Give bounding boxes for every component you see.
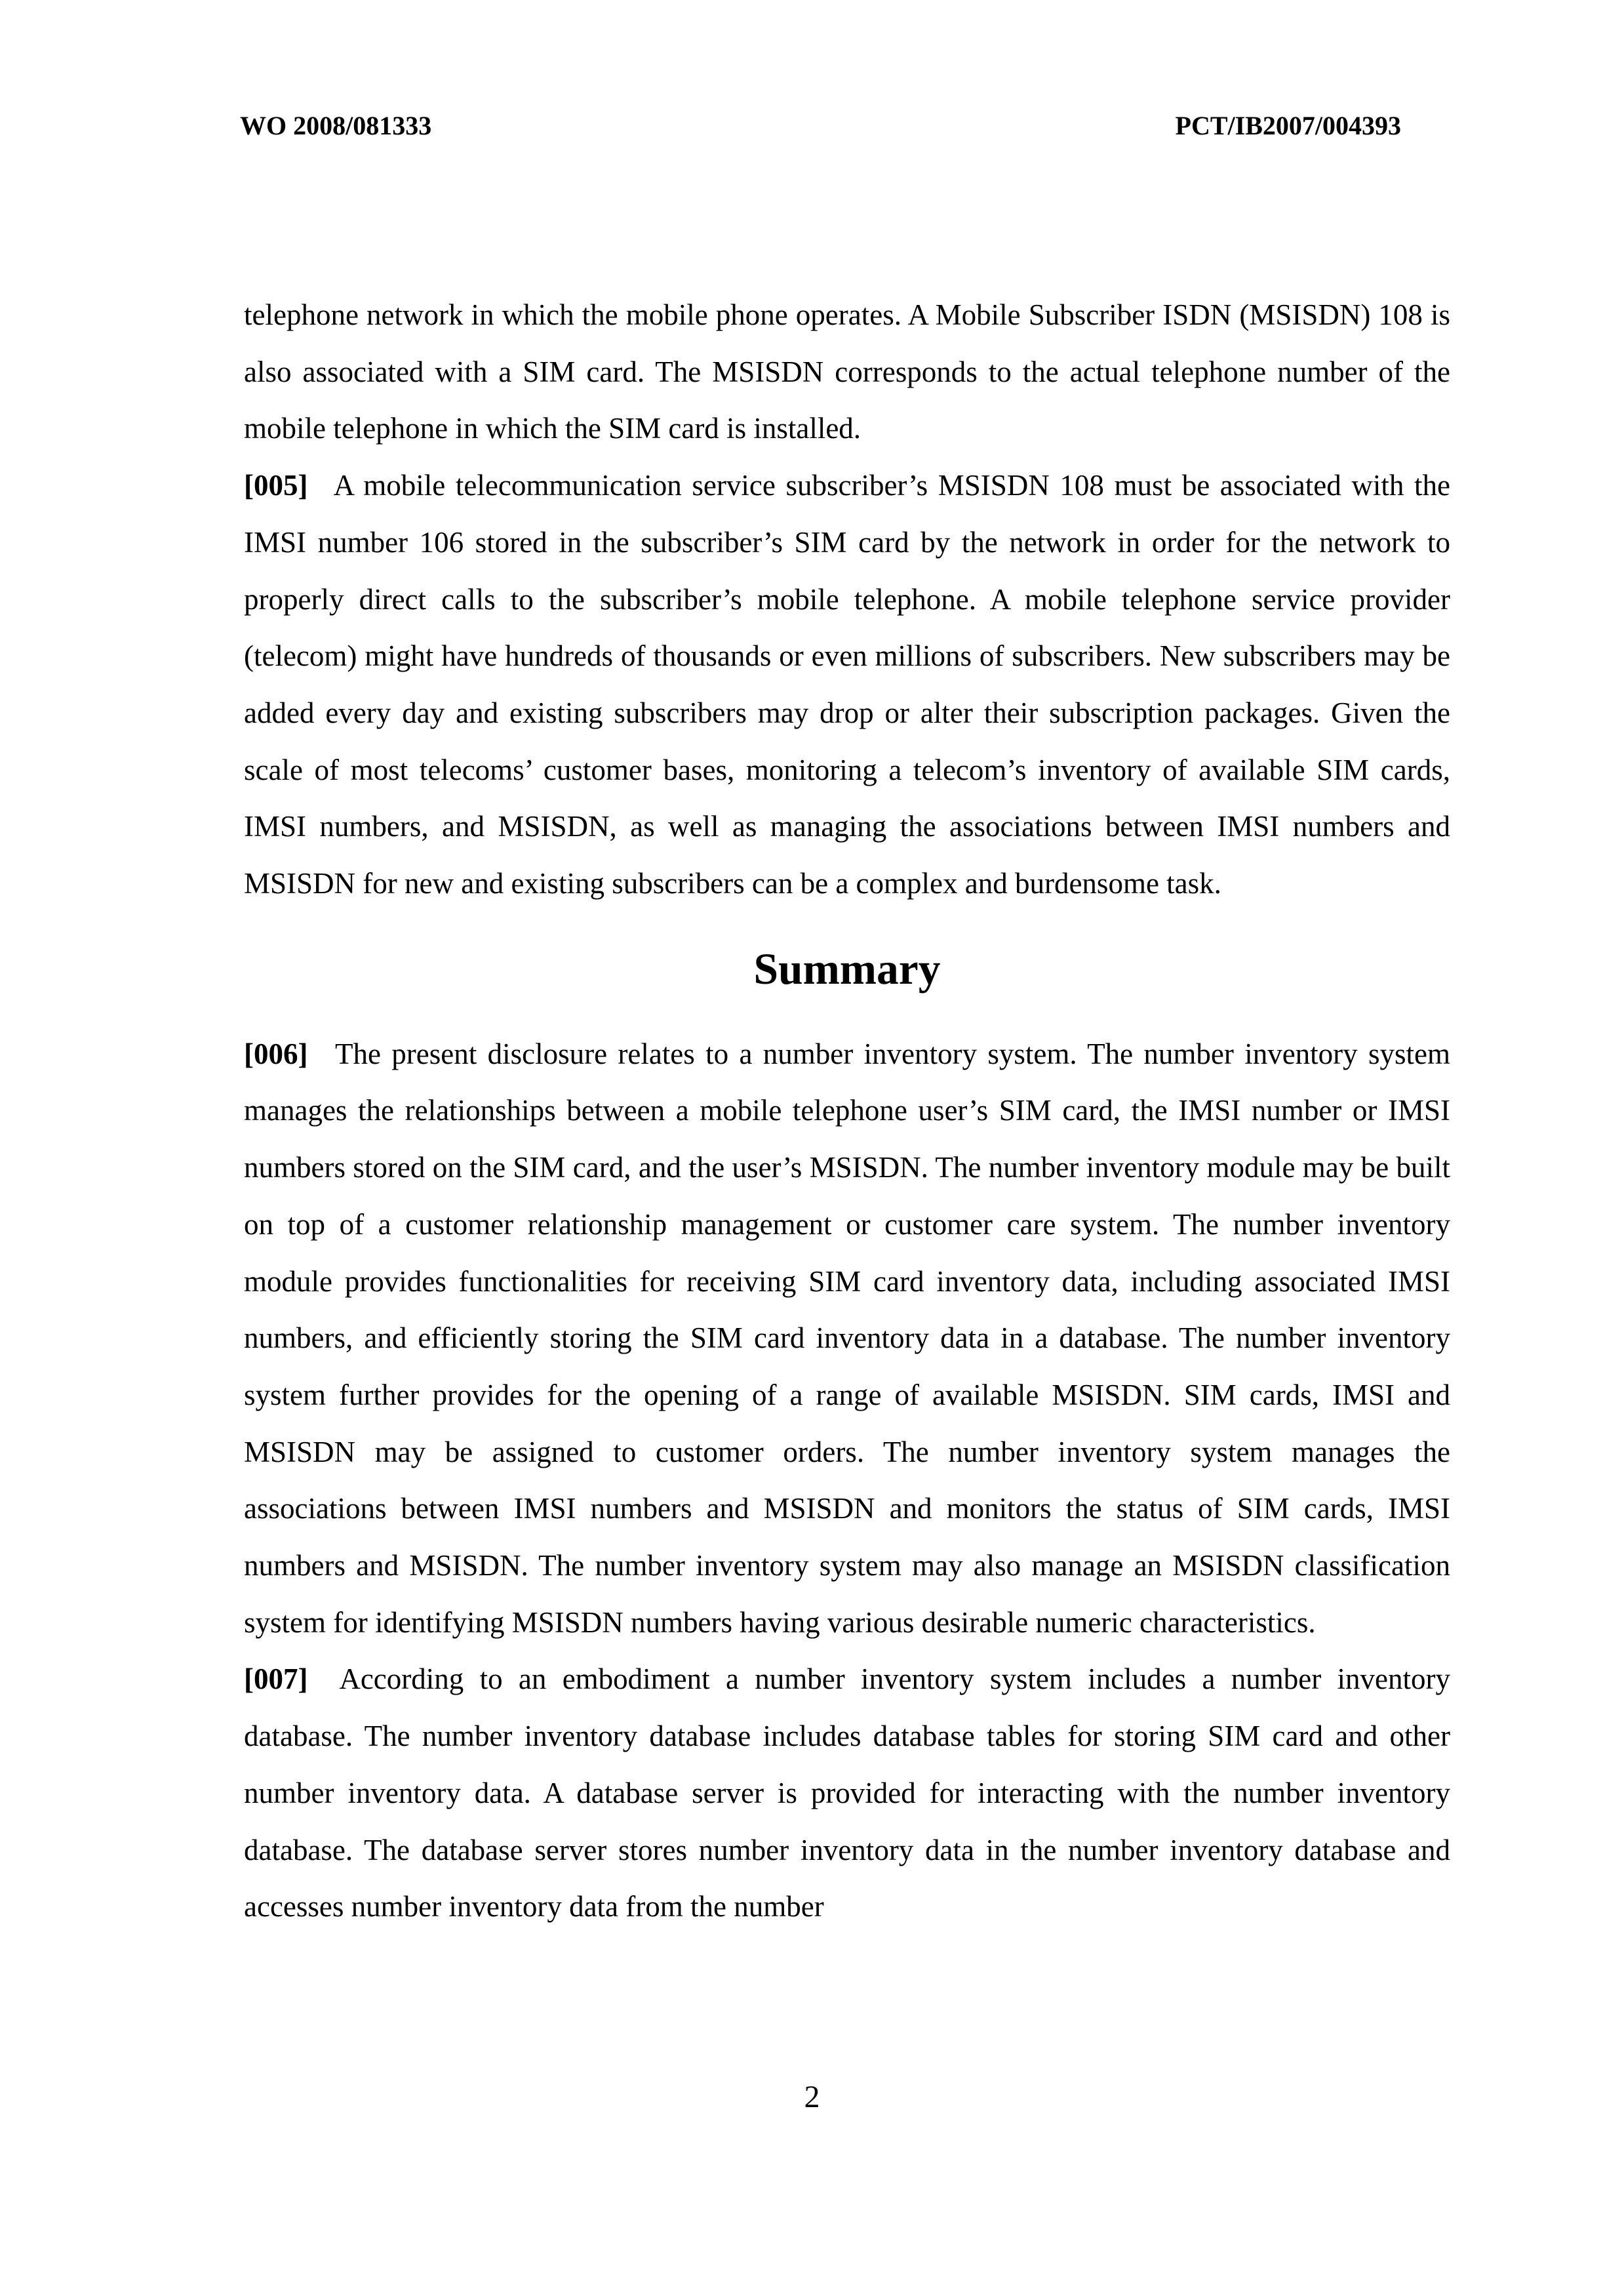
paragraph-number: [005] bbox=[244, 469, 308, 502]
paragraph-text: The present disclosure relates to a number inventory system. The number inventory system manages the relationships between a mobile telephone user’s SIM card, the IMSI number or IMSI numbers stored on the SIM card, and the user’s MSISDN. The number inventory module may be built on top of a customer relationship management or customer care system. The number inventory module provides functionalities for receiving SIM card inventory data, including associated IMSI numbers, and efficiently storing the SIM card inventory data in a database. The number inventory system further provides for the opening of a range of available MSISDN. SIM cards, IMSI and MSISDN may be assigned to customer orders. The number inventory system manages the associations between IMSI numbers and MSISDN and monitors the status of SIM cards, IMSI numbers and MSISDN. The number inventory system may also manage an MSISDN classification system for identifying MSISDN numbers having various desirable numeric characteristics. bbox=[244, 1037, 1450, 1639]
paragraph-number: [006] bbox=[244, 1037, 308, 1070]
paragraph-text: According to an embodiment a number inventory system includes a number inventory database. The number inventory database includes database tables for storing SIM card and other number inventory data. A database server is provided for interacting with the number inventory database. The database server stores number inventory data in the number inventory database and accesses number inventory data from the number bbox=[244, 1662, 1450, 1923]
document-body bbox=[244, 287, 1450, 1935]
continuation-paragraph: telephone network in which the mobile phone operates. A Mobile Subscriber ISDN (MSISDN) 108 is also associated with a SIM card. The MSISDN corresponds to the actual telephone number of the mobile telephone in which the SIM card is installed. bbox=[244, 298, 1450, 445]
paragraph-text: A mobile telecommunication service subscriber’s MSISDN 108 must be associated with the IMSI number 106 stored in the subscriber’s SIM card by the network in order for the network to properly direct calls to the subscriber’s mobile telephone. A mobile telephone service provider (telecom) might have hundreds of thousands or even millions of subscribers. New subscribers may be added every day and existing subscribers may drop or alter their subscription packages. Given the scale of most telecoms’ customer bases, monitoring a telecom’s inventory of available SIM cards, IMSI numbers, and MSISDN, as well as managing the associations between IMSI numbers and MSISDN for new and existing subscribers can be a complex and burdensome task. bbox=[244, 469, 1450, 900]
paragraph-005 bbox=[244, 457, 1450, 912]
page-header bbox=[240, 110, 1401, 150]
section-heading-summary: Summary bbox=[753, 944, 941, 994]
paragraph-007 bbox=[244, 1651, 1450, 1935]
paragraph-006 bbox=[244, 1026, 1450, 1651]
page-number: 2 bbox=[804, 2080, 820, 2114]
publication-number: WO 2008/081333 bbox=[240, 111, 432, 140]
paragraph-number: [007] bbox=[244, 1662, 308, 1696]
application-number: PCT/IB2007/004393 bbox=[1175, 111, 1401, 140]
